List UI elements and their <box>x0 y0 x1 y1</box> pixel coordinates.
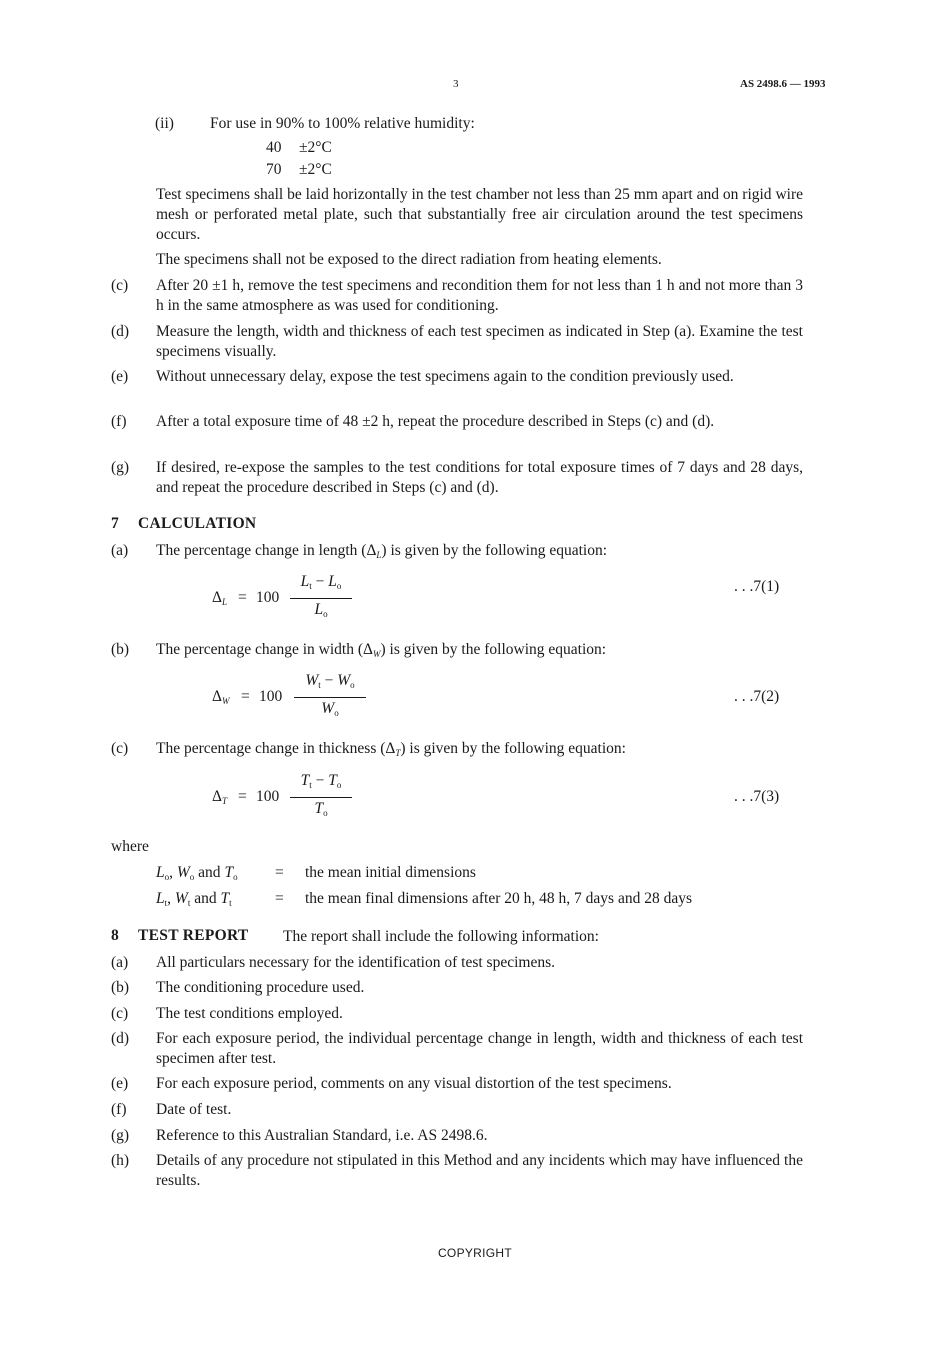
report-item-text: The test conditions employed. <box>156 1005 343 1022</box>
para-specimens: Test specimens shall be laid horizontally in the test chamber not less than 25 mm apart and on rigid wire mesh or perforated metal plate, such that substantially free air circulation around the test specimens occurs. <box>156 186 803 243</box>
eq-fraction-bar <box>290 598 352 599</box>
calc-label: (c) <box>111 740 129 757</box>
step-label: (c) <box>111 277 129 294</box>
step-label: (d) <box>111 323 130 340</box>
page-number: 3 <box>453 78 459 90</box>
temp-tolerance: ±2°C <box>299 161 332 178</box>
calc-text: The percentage change in length $(\Delta_L)$ is given by the following equation: <box>156 542 607 560</box>
report-item-text: For each exposure period, the individual percentage change in length, width and thickness of each test specimen after test. <box>156 1030 803 1067</box>
definition-meaning: the mean final dimensions after 20 h, 48 h, 7 days and 28 days <box>305 890 692 907</box>
eq-fraction-bar <box>290 797 352 798</box>
eq-numerator: $T_t - T_o$ <box>300 772 342 790</box>
report-item-label: (f) <box>111 1101 127 1118</box>
report-item-text: All particulars necessary for the identification of test specimens. <box>156 954 555 971</box>
calc-label: (a) <box>111 542 129 559</box>
eq-numerator: $L_t - L_o$ <box>300 573 342 591</box>
standard-id: AS 2498.6 — 1993 <box>740 78 826 90</box>
report-item-text: Reference to this Australian Standard, i.e. AS 2498.6. <box>156 1127 488 1144</box>
report-item-text: Date of test. <box>156 1101 232 1118</box>
report-item-label: (b) <box>111 979 130 996</box>
copyright-footer: COPYRIGHT <box>437 1246 513 1260</box>
calc-label: (b) <box>111 641 130 658</box>
report-item-text: Details of any procedure not stipulated in this Method and any incidents which may have influenced the results. <box>156 1152 803 1189</box>
step-label: (e) <box>111 368 129 385</box>
temp-value: 40 <box>266 139 282 156</box>
item-ii-label: (ii) <box>155 115 174 132</box>
eq-coef: 100 <box>259 688 283 705</box>
eq-ref: . . .7(1) <box>734 578 780 595</box>
step-text: After 20 ±1 h, remove the test specimens and recondition them for not less than 1 h and not more than 3 h in the same atmosphere as was used for conditioning. <box>156 277 803 314</box>
step-text: After a total exposure time of 48 ±2 h, repeat the procedure described in Steps (c) and (d). <box>156 413 715 430</box>
report-item-label: (e) <box>111 1075 129 1092</box>
report-item-text: For each exposure period, comments on any visual distortion of the test specimens. <box>156 1075 672 1092</box>
eq-lhs: $\Delta_T$ <box>212 788 227 806</box>
calc-text: The percentage change in thickness $(\Delta_T)$ is given by the following equation: <box>156 740 626 758</box>
eq-denominator: $L_o$ <box>314 601 328 619</box>
report-item-label: (h) <box>111 1152 130 1169</box>
report-item-label: (a) <box>111 954 129 971</box>
eq-ref: . . .7(2) <box>734 688 780 705</box>
definition-equals: = <box>275 890 284 907</box>
step-text: If desired, re-expose the samples to the test conditions for total exposure times of 7 days and 28 days, and repeat the procedure described in Steps (c) and (d). <box>156 459 803 496</box>
eq-numerator: $W_t - W_o$ <box>305 672 355 690</box>
eq-denominator: $W_o$ <box>321 700 339 718</box>
report-item-label: (d) <box>111 1030 130 1047</box>
report-item-label: (g) <box>111 1127 130 1144</box>
eq-lhs: $\Delta_L$ <box>212 589 227 607</box>
section-8-title: TEST REPORT <box>138 927 249 944</box>
step-label: (f) <box>111 413 127 430</box>
section-7-title: CALCULATION <box>138 515 257 532</box>
report-item-label: (c) <box>111 1005 129 1022</box>
eq-equals: = <box>241 688 250 705</box>
report-item-text: The conditioning procedure used. <box>156 979 365 996</box>
definition-equals: = <box>275 864 284 881</box>
definition-symbols: $L_t$, $W_t$ and $T_t$ <box>156 890 232 908</box>
temp-value: 70 <box>266 161 282 178</box>
eq-lhs: $\Delta_W$ <box>212 688 230 706</box>
eq-denominator: $T_o$ <box>314 800 328 818</box>
definition-meaning: the mean initial dimensions <box>305 864 476 881</box>
where-label: where <box>111 838 149 855</box>
section-7-number: 7 <box>111 515 120 532</box>
step-text: Without unnecessary delay, expose the test specimens again to the condition previously used. <box>156 368 734 385</box>
section-8-number: 8 <box>111 927 120 944</box>
eq-equals: = <box>238 788 247 805</box>
eq-coef: 100 <box>256 788 280 805</box>
eq-coef: 100 <box>256 589 280 606</box>
calc-text: The percentage change in width $(\Delta_W)$ is given by the following equation: <box>156 641 607 659</box>
temp-tolerance: ±2°C <box>299 139 332 156</box>
step-label: (g) <box>111 459 130 476</box>
eq-equals: = <box>238 589 247 606</box>
para-radiation: The specimens shall not be exposed to the direct radiation from heating elements. <box>156 251 662 268</box>
definition-symbols: $L_o$, $W_o$ and $T_o$ <box>156 864 238 882</box>
eq-ref: . . .7(3) <box>734 788 780 805</box>
eq-fraction-bar <box>294 697 366 698</box>
step-text: Measure the length, width and thickness of each test specimen as indicated in Step (a). Examine the test specimens visually. <box>156 323 803 360</box>
item-ii-text: For use in 90% to 100% relative humidity: <box>210 115 475 132</box>
report-intro: The report shall include the following information: <box>283 928 599 945</box>
